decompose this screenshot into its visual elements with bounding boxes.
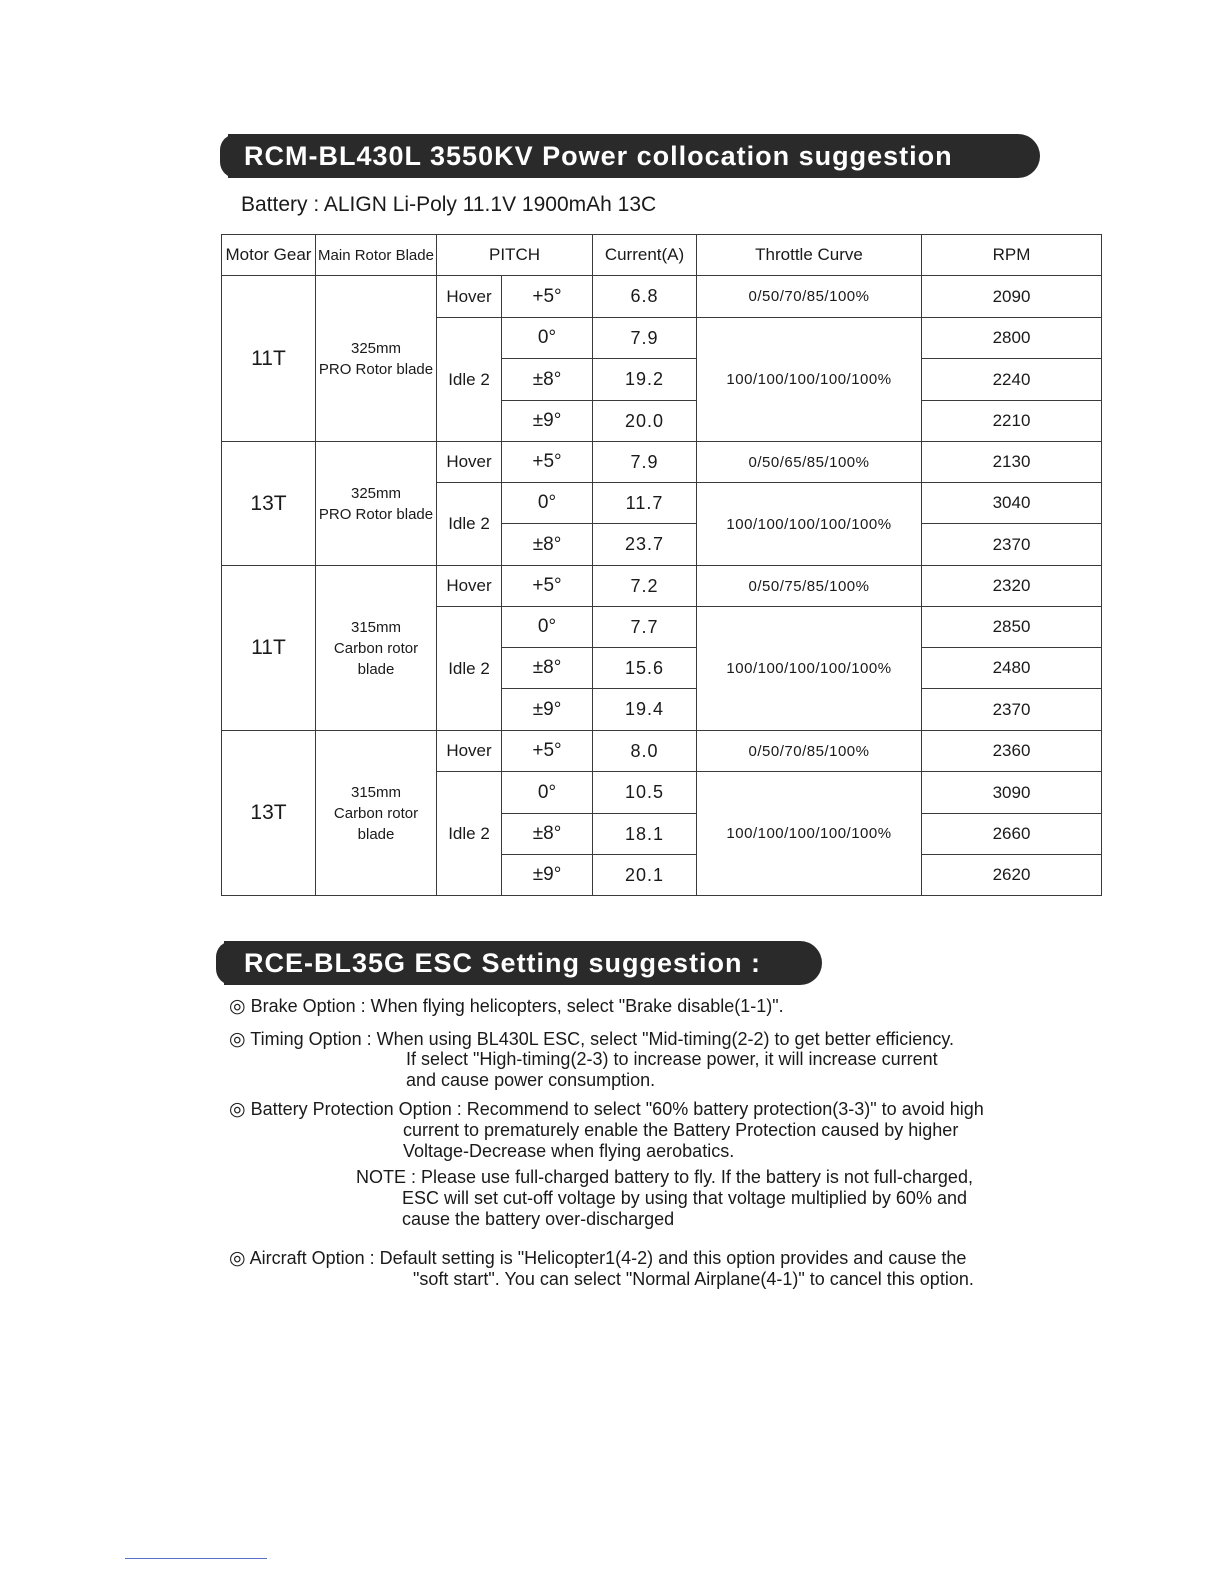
pitch-cell: +5° xyxy=(502,731,593,772)
pitch-cell: ±9° xyxy=(502,401,593,442)
current-cell: 18.1 xyxy=(593,814,697,855)
bullet-circle-icon: ◎ xyxy=(229,1029,246,1050)
rpm-cell: 2370 xyxy=(922,689,1102,731)
current-cell: 19.4 xyxy=(593,689,697,731)
brake-option-text: Brake Option : When flying helicopters, select "Brake disable(1-1)". xyxy=(250,996,784,1016)
hover-mode-cell: Hover xyxy=(437,566,502,607)
motor-gear-cell: 11T xyxy=(222,566,316,731)
power-suggestion-banner: RCM-BL430L 3550KV Power collocation suggestion xyxy=(228,134,1040,178)
battery-protection-option xyxy=(229,1099,984,1120)
table-header-row xyxy=(222,235,1102,276)
current-cell: 10.5 xyxy=(593,772,697,814)
hover-mode-cell: Hover xyxy=(437,276,502,318)
current-cell: 20.0 xyxy=(593,401,697,442)
current-cell: 6.8 xyxy=(593,276,697,318)
throttle-curve-cell: 0/50/70/85/100% xyxy=(697,731,922,772)
current-cell: 7.7 xyxy=(593,607,697,648)
current-cell: 11.7 xyxy=(593,483,697,524)
rotor-blade-cell: 325mm PRO Rotor blade xyxy=(316,442,437,566)
note-line: ESC will set cut-off voltage by using that voltage multiplied by 60% and xyxy=(402,1188,967,1208)
throttle-curve-cell: 100/100/100/100/100% xyxy=(697,772,922,896)
hover-mode-cell: Hover xyxy=(437,442,502,483)
note-line: cause the battery over-discharged xyxy=(402,1209,675,1229)
motor-gear-cell: 13T xyxy=(222,731,316,896)
timing-option-text: Timing Option : When using BL430L ESC, select "Mid-timing(2-2) to get better efficiency. xyxy=(250,1029,954,1049)
rpm-cell: 2660 xyxy=(922,814,1102,855)
header-main-rotor-blade: Main Rotor Blade xyxy=(316,235,437,276)
hover-mode-cell: Hover xyxy=(437,731,502,772)
rpm-cell: 2800 xyxy=(922,318,1102,359)
note-line: NOTE : Please use full-charged battery to fly. If the battery is not full-charged, xyxy=(356,1167,973,1187)
rpm-cell: 2360 xyxy=(922,731,1102,772)
pitch-cell: ±8° xyxy=(502,648,593,689)
rpm-cell: 3090 xyxy=(922,772,1102,814)
footnote-divider xyxy=(125,1558,267,1559)
rpm-cell: 2480 xyxy=(922,648,1102,689)
rpm-cell: 2370 xyxy=(922,524,1102,566)
rpm-cell: 2130 xyxy=(922,442,1102,483)
current-cell: 23.7 xyxy=(593,524,697,566)
throttle-curve-cell: 0/50/75/85/100% xyxy=(697,566,922,607)
rpm-cell: 2620 xyxy=(922,855,1102,896)
idle-mode-cell: Idle 2 xyxy=(437,607,502,731)
pitch-cell: 0° xyxy=(502,772,593,814)
pitch-cell: +5° xyxy=(502,276,593,318)
throttle-curve-cell: 100/100/100/100/100% xyxy=(697,483,922,566)
rotor-blade-cell: 325mm PRO Rotor blade xyxy=(316,276,437,442)
rotor-blade-cell: 315mm Carbon rotor blade xyxy=(316,566,437,731)
header-throttle-curve: Throttle Curve xyxy=(697,235,922,276)
pitch-cell: +5° xyxy=(502,566,593,607)
power-collocation-table xyxy=(221,234,1102,896)
header-pitch: PITCH xyxy=(437,235,593,276)
pitch-cell: ±9° xyxy=(502,689,593,731)
throttle-curve-cell: 0/50/70/85/100% xyxy=(697,276,922,318)
pitch-cell: ±8° xyxy=(502,814,593,855)
timing-option-line: and cause power consumption. xyxy=(406,1070,656,1090)
current-cell: 19.2 xyxy=(593,359,697,401)
current-cell: 8.0 xyxy=(593,731,697,772)
rpm-cell: 2320 xyxy=(922,566,1102,607)
timing-option xyxy=(229,1029,954,1050)
aircraft-option-text: Aircraft Option : Default setting is "Helicopter1(4-2) and this option provides and cause the xyxy=(249,1248,967,1268)
timing-option-line: If select "High-timing(2-3) to increase power, it will increase current xyxy=(406,1049,938,1069)
esc-setting-banner: RCE-BL35G ESC Setting suggestion : xyxy=(224,941,822,985)
throttle-curve-cell: 0/50/65/85/100% xyxy=(697,442,922,483)
bullet-circle-icon: ◎ xyxy=(229,1099,246,1120)
table-row xyxy=(222,566,1102,607)
aircraft-option-line: "soft start". You can select "Normal Airplane(4-1)" to cancel this option. xyxy=(413,1269,974,1289)
rpm-cell: 2090 xyxy=(922,276,1102,318)
rpm-cell: 2240 xyxy=(922,359,1102,401)
battery-protection-line: current to prematurely enable the Battery Protection caused by higher xyxy=(403,1120,959,1140)
header-motor-gear: Motor Gear xyxy=(222,235,316,276)
table-row xyxy=(222,442,1102,483)
pitch-cell: 0° xyxy=(502,318,593,359)
bullet-circle-icon: ◎ xyxy=(229,1248,246,1269)
pitch-cell: +5° xyxy=(502,442,593,483)
pitch-cell: 0° xyxy=(502,483,593,524)
aircraft-option xyxy=(229,1248,966,1269)
pitch-cell: 0° xyxy=(502,607,593,648)
throttle-curve-cell: 100/100/100/100/100% xyxy=(697,607,922,731)
table-row xyxy=(222,731,1102,772)
battery-protection-text: Battery Protection Option : Recommend to select "60% battery protection(3-3)" to avoid high xyxy=(250,1099,984,1119)
throttle-curve-cell: 100/100/100/100/100% xyxy=(697,318,922,442)
battery-spec: Battery : ALIGN Li-Poly 11.1V 1900mAh 13C xyxy=(241,193,657,216)
rpm-cell: 2210 xyxy=(922,401,1102,442)
rpm-cell: 2850 xyxy=(922,607,1102,648)
current-cell: 7.9 xyxy=(593,318,697,359)
rpm-cell: 3040 xyxy=(922,483,1102,524)
brake-option xyxy=(229,996,784,1017)
rotor-blade-cell: 315mm Carbon rotor blade xyxy=(316,731,437,896)
current-cell: 20.1 xyxy=(593,855,697,896)
current-cell: 7.9 xyxy=(593,442,697,483)
table-row xyxy=(222,276,1102,318)
motor-gear-cell: 11T xyxy=(222,276,316,442)
current-cell: 7.2 xyxy=(593,566,697,607)
header-current: Current(A) xyxy=(593,235,697,276)
pitch-cell: ±9° xyxy=(502,855,593,896)
idle-mode-cell: Idle 2 xyxy=(437,772,502,896)
bullet-circle-icon: ◎ xyxy=(229,996,246,1017)
pitch-cell: ±8° xyxy=(502,359,593,401)
idle-mode-cell: Idle 2 xyxy=(437,318,502,442)
header-rpm: RPM xyxy=(922,235,1102,276)
motor-gear-cell: 13T xyxy=(222,442,316,566)
pitch-cell: ±8° xyxy=(502,524,593,566)
battery-protection-line: Voltage-Decrease when flying aerobatics. xyxy=(403,1141,735,1161)
idle-mode-cell: Idle 2 xyxy=(437,483,502,566)
current-cell: 15.6 xyxy=(593,648,697,689)
